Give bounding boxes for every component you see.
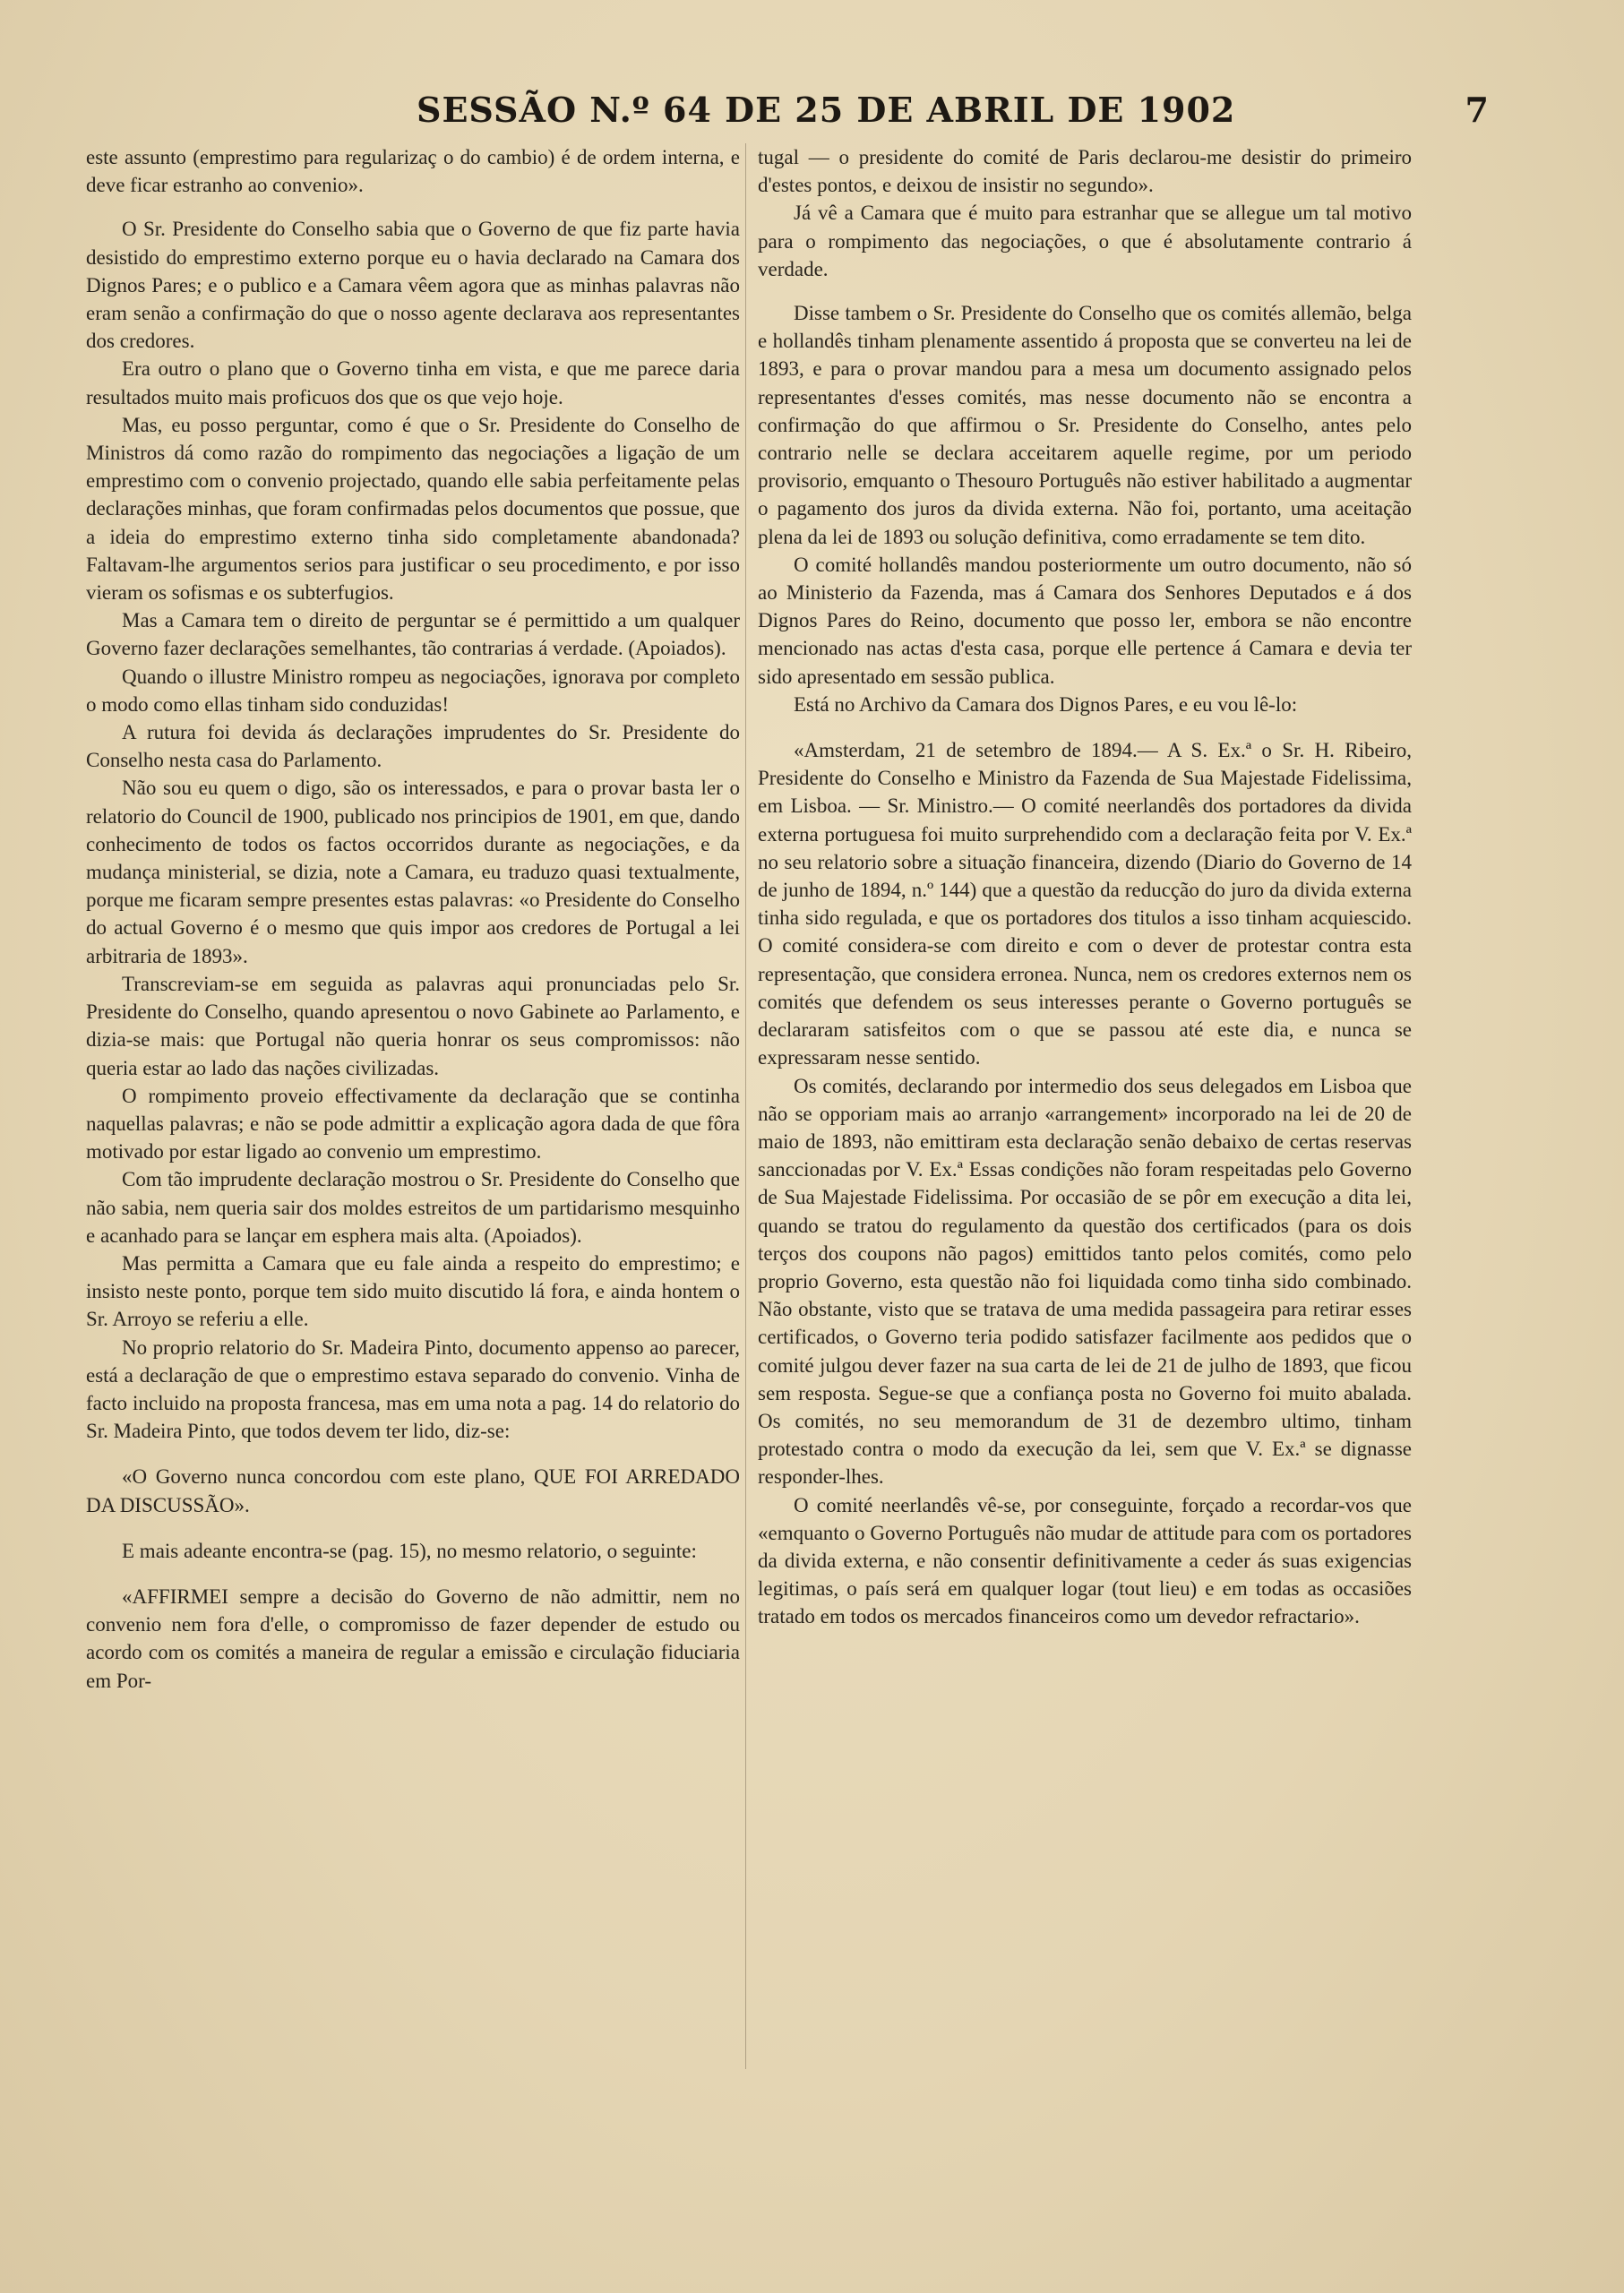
paragraph: O Sr. Presidente do Conselho sabia que o Governo de que fiz parte havia desistido do emprestimo externo porque eu o havia declarado na Camara dos Dignos Pares; e o publico e a Camara vêem agora que as minhas palavras não eram senão a confirmação do que o nosso agente declarava aos representantes dos credores. [86,218,740,353]
column-divider [745,143,746,2069]
paragraph: Mas permitta a Camara que eu fale ainda a respeito do emprestimo; e insisto neste ponto, porque tem sido muito discutido lá fora, e ainda hontem o Sr. Arroyo se referiu a elle. [86,1251,740,1331]
paragraph: Mas, eu posso perguntar, como é que o Sr. Presidente do Conselho de Ministros dá como razão do rompimento das negociações a ligação de um emprestimo com o convenio projectado, quando elle sabia perfeitamente pelas declarações minhas, que foram confirmadas pelos documentos que possue, que a ideia do emprestimo externo tinha sido completamente abandonada? Faltavam-lhe argumentos serios para justificar o seu procedimento, e por isso vieram os sofismas e os subterfugios. [86,413,740,605]
quoted-letter: Os comités, declarando por intermedio dos seus delegados em Lisboa que não se opporiam mais ao arranjo «arrangement» incorporado na lei de 20 de maio de 1893, não emittiram esta declaração senão debaixo de certas reservas sanccionadas por V. Ex.ª Essas condições não foram respeitadas pelo Governo de Sua Majestade Fidelissima. Por occasião de se pôr em execução a dita lei, quando se tratou do regulamento da questão dos certificados (para os dois terços dos coupons não pagos) emittidos tanto pelos comités, como pelo proprio Governo, esta questão não foi liquidada como tinha sido combinado. Não obstante, visto que se tratava de uma medida passageira para retirar esses certificados, o Governo teria podido satisfazer facilmente aos pedidos que o comité julgou dever fazer na sua carta de lei de 21 de julho de 1893, que ficou sem resposta. Segue-se que a confiança posta no Governo foi muito abalada. Os comités, no seu memorandum de 31 de dezembro ultimo, tinham protestado contra o modo da execução da lei, sem que V. Ex.ª se dignasse responder-lhes. [758,1074,1412,1489]
page-number: 7 [1465,90,1489,130]
paragraph: E mais adeante encontra-se (pag. 15), no mesmo relatorio, o seguinte: [122,1539,697,1562]
paragraph: Disse tambem o Sr. Presidente do Conselho que os comités allemão, belga e hollandês tinham plenamente assentido á proposta que se converteu na lei de 1893, e para o provar mandou para a mesa um documento assignado pelos representantes d'esses comités, mas nesse documento não se encontra a confirmação do que affirmou o Sr. Presidente do Conselho, antes pelo contrario nelle se declara acceitarem aquelle regime, por um periodo provisorio, emquanto o Thesouro Português não estiver habilitado a augmentar o pagamento dos juros da divida externa. Não foi, portanto, uma aceitação plena da lei de 1893 ou solução definitiva, como erradamente se tem dito. [758,302,1412,548]
paragraph: A rutura foi devida ás declarações imprudentes do Sr. Presidente do Conselho nesta casa do Parlamento. [86,721,740,772]
quoted-letter: «Amsterdam, 21 de setembro de 1894.— A S. Ex.ª o Sr. H. Ribeiro, Presidente do Conselho e Ministro da Fazenda de Sua Majestade Fidelissima, em Lisboa. — Sr. Ministro.— O comité neerlandês dos portadores da divida externa portuguesa foi muito surprehendido com a declaração feita por V. Ex.ª no seu relatorio sobre a situação financeira, dizendo (Diario do Governo de 14 de junho de 1894, n.º 144) que a questão da reducção do juro da divida externa tinha sido regulada, e que os portadores dos titulos a isso tinham acquiescido. O comité considera-se com direito e com o dever de protestar contra esta representação, que considera erronea. Nunca, nem os credores externos nem os comités que defendem os seus interesses perante o Governo português se declararam satisfeitos com o que se passou até este dia, e nunca se expressaram nesse sentido. [758,739,1412,1069]
quoted-letter: O comité neerlandês vê-se, por conseguinte, forçado a recordar-vos que «emquanto o Governo Português não mudar de attitude para com os portadores da divida externa, e não consentir definitivamente a ceder ás suas exigencias legitimas, o país será em qualquer logar (tout lieu) e em todas as occasiões tratado em todos os mercados financeiros como um devedor refractario». [758,1493,1412,1628]
paragraph: Está no Archivo da Camara dos Dignos Pares, e eu vou lê-lo: [794,692,1298,716]
page-header [81,90,1514,136]
paragraph: Era outro o plano que o Governo tinha em vista, e que me parece daria resultados muito mais proficuos dos que os que vejo hoje. [86,357,740,408]
right-column [758,143,1412,2257]
paragraph: O rompimento proveio effectivamente da declaração que se continha naquellas palavras; e não se pode admittir a explicação agora dada de que fôra motivado por estar ligado ao convenio um emprestimo. [86,1084,740,1164]
paragraph: Já vê a Camara que é muito para estranhar que se allegue um tal motivo para o rompimento das negociações, o que é absolutamente contrario á verdade. [758,202,1412,280]
paragraph: O comité hollandês mandou posteriormente um outro documento, não só ao Ministerio da Fazenda, mas á Camara dos Senhores Deputados e á dos Dignos Pares do Reino, documento que posso ler, embora se não encontre mencionado nas actas d'esta casa, porque elle pertence á Camara e devia ter sido apresentado em sessão publica. [758,553,1412,688]
quotation: «AFFIRMEI sempre a decisão do Governo de não admittir, nem no convenio nem fora d'elle, o compromisso de fazer depender de estudo ou acordo com os comités a maneira de regular a emissão e circulação fiduciaria em Por- [86,1584,740,1692]
paragraph: Quando o illustre Ministro rompeu as negociações, ignorava por completo o modo como ellas tinham sido conduzidas! [86,665,740,716]
paragraph: este assunto (emprestimo para regularizaç o do cambio) é de ordem interna, e deve ficar estranho ao convenio». [86,146,740,197]
paragraph: No proprio relatorio do Sr. Madeira Pinto, documento appenso ao parecer, está a declaração de que o emprestimo estava separado do convenio. Vinha de facto incluido na proposta francesa, mas em uma nota a pag. 14 do relatorio do Sr. Madeira Pinto, que todos devem ter lido, diz-se: [86,1335,740,1443]
left-column [86,143,740,2257]
paragraph: Transcreviam-se em seguida as palavras aqui pronunciadas pelo Sr. Presidente do Conselho, quando apresentou o novo Gabinete ao Parlamento, e dizia-se mais: que Portugal não queria honrar os seus compromissos: não queria estar ao lado das nações civilizadas. [86,972,740,1079]
paragraph: Com tão imprudente declaração mostrou o Sr. Presidente do Conselho que não sabia, nem queria sair dos moldes estreitos de um partidarismo mesquinho e acanhado para se lançar em esphera mais alta. (Apoiados). [86,1168,740,1247]
quotation: «O Governo nunca concordou com este plano, QUE FOI ARREDADO DA DISCUSSÃO». [86,1465,740,1516]
paragraph: Mas a Camara tem o direito de perguntar se é permittido a um qualquer Governo fazer declarações semelhantes, tão contrarias á verdade. (Apoiados). [86,609,740,660]
session-title: SESSÃO N.º 64 DE 25 DE ABRIL DE 1902 [417,90,1236,130]
paragraph: tugal — o presidente do comité de Paris declarou-me desistir do primeiro d'estes pontos, e deixou de insistir no segundo». [758,146,1412,197]
paragraph: Não sou eu quem o digo, são os interessados, e para o provar basta ler o relatorio do Council de 1900, publicado nos principios de 1901, em que, dando conhecimento de todos os factos occorridos durante as negociações, e da mudança ministerial, se dizia, note a Camara, eu traduzo quasi textualmente, porque me ficaram sempre presentes estas palavras: «o Presidente do Conselho do actual Governo é o mesmo que quis impor aos credores de Portugal a lei arbitraria de 1893». [86,777,740,967]
